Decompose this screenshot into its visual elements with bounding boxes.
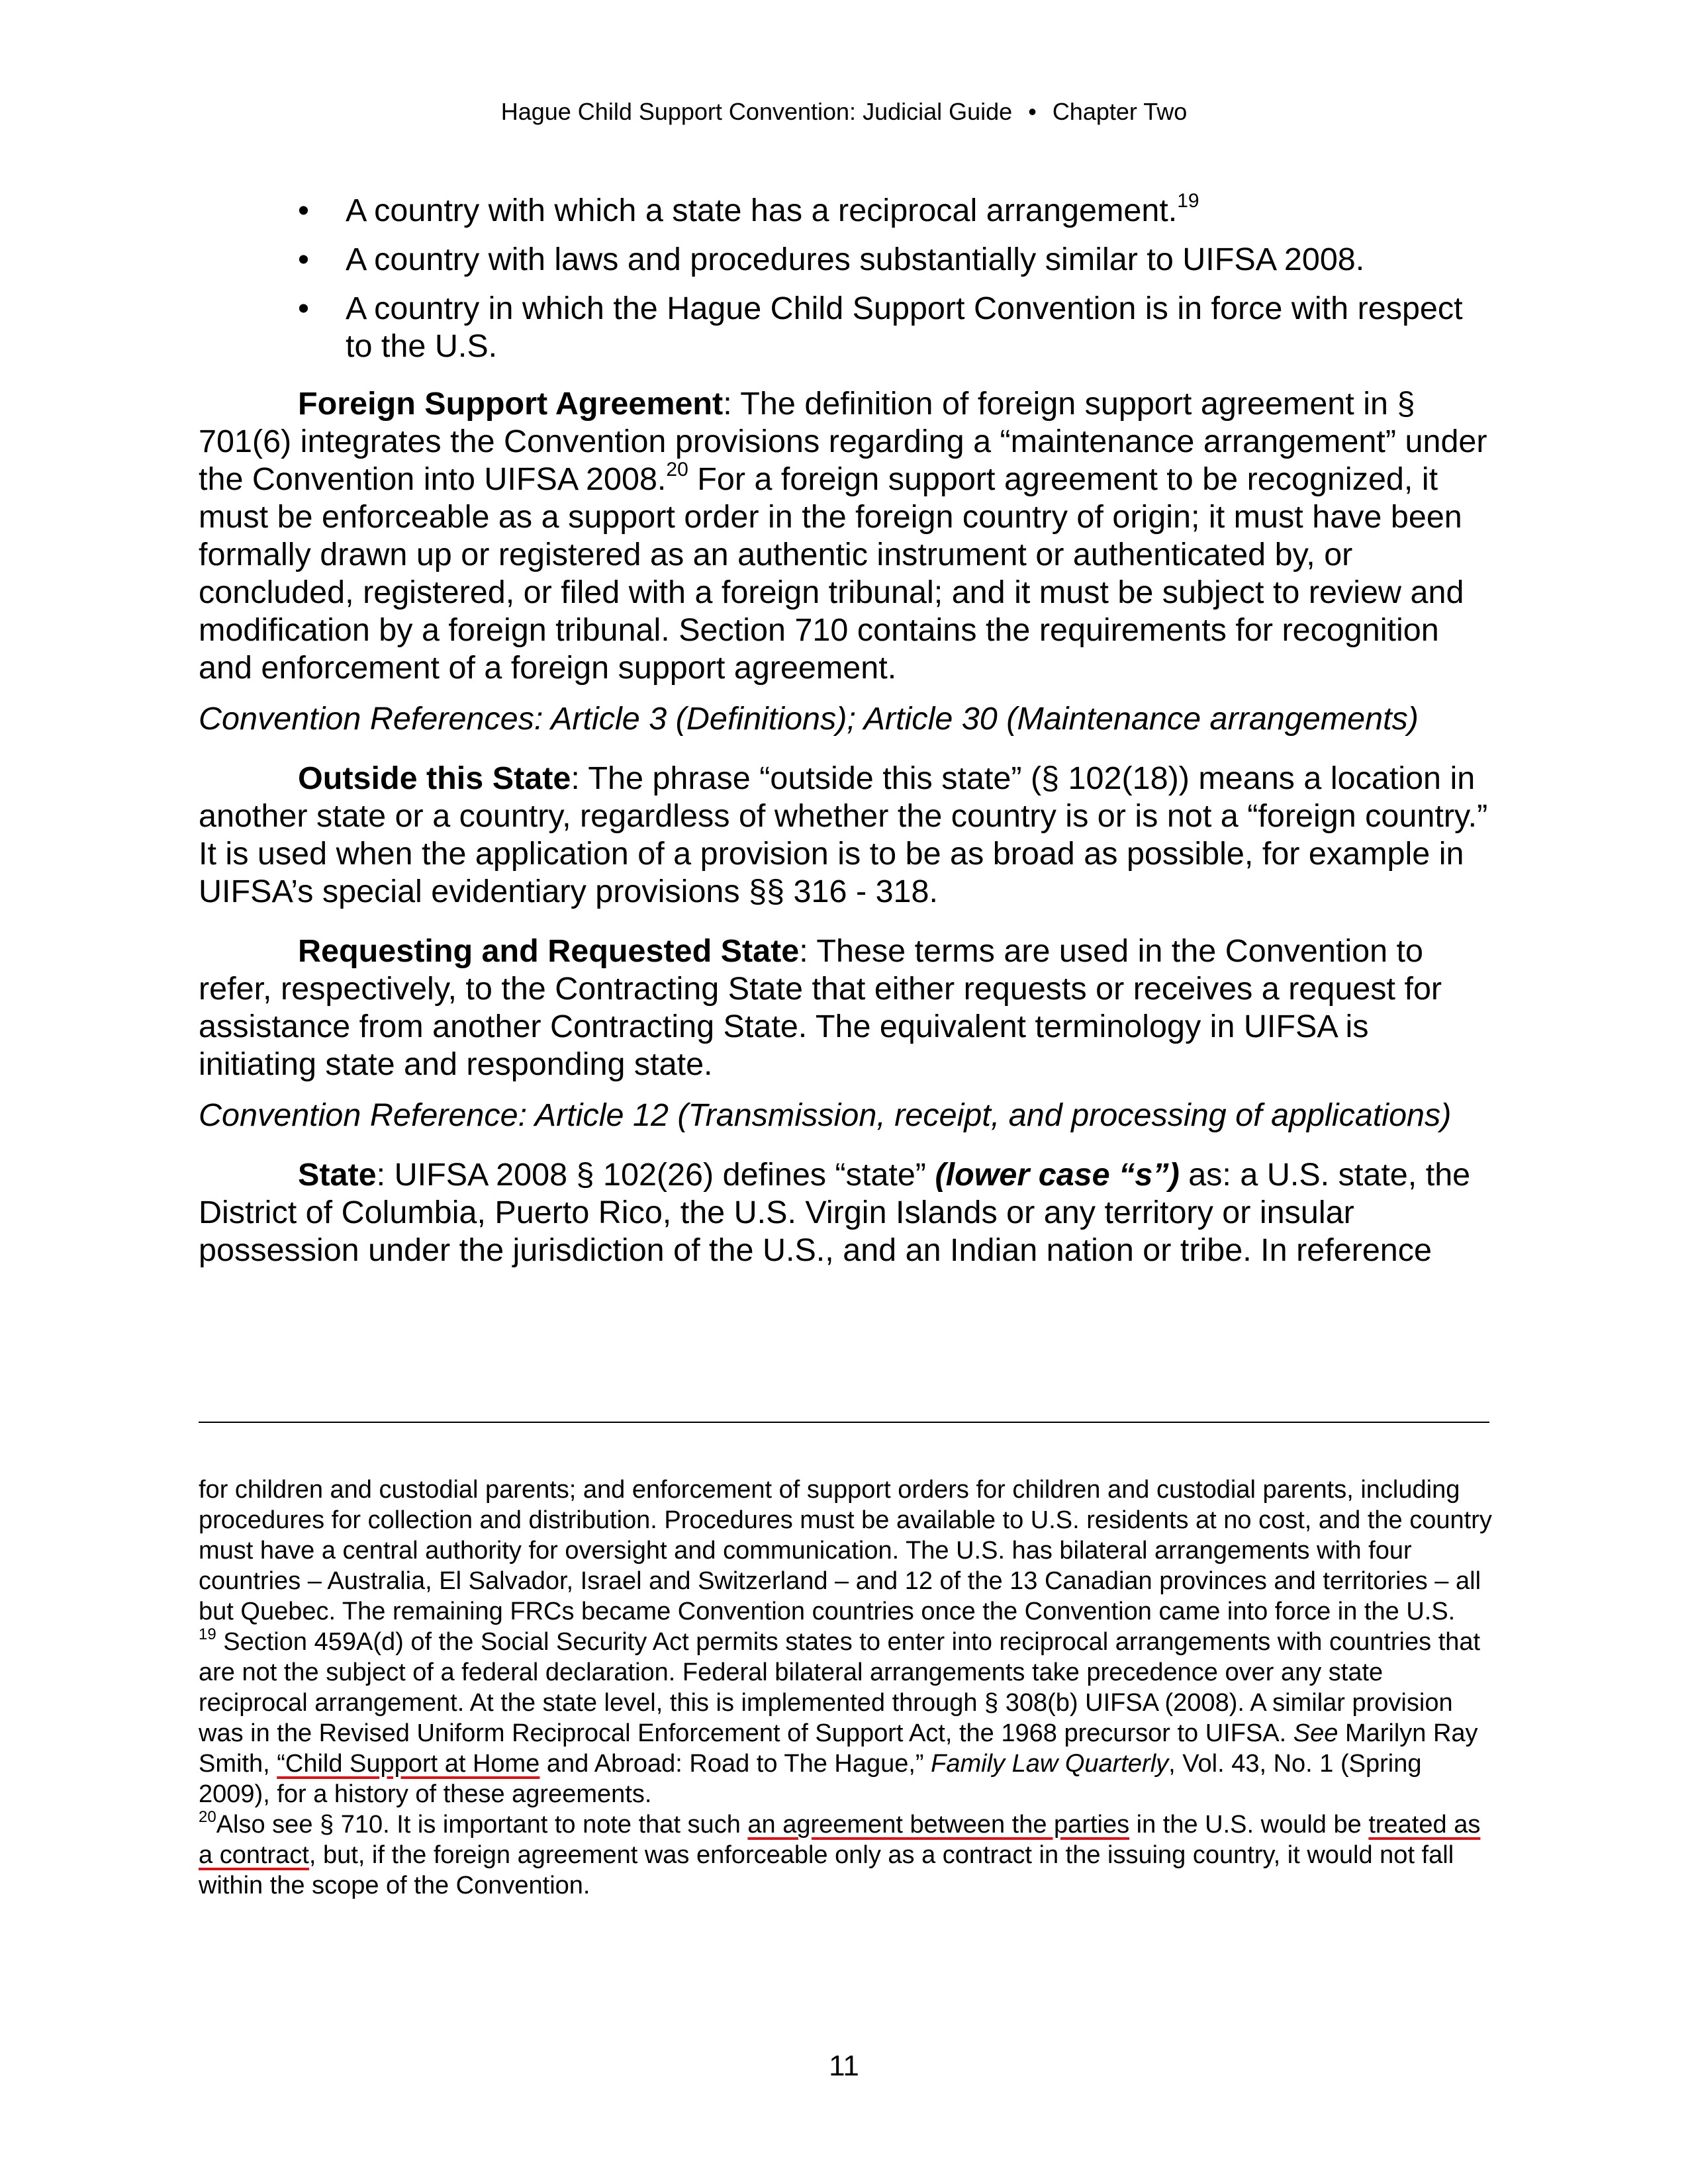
bullet-item: • A country with which a state has a reciprocal arrangement.$^{19}$	[199, 192, 1489, 230]
bullet-item: • A country with laws and procedures substantially similar to UIFSA 2008.	[199, 241, 1489, 279]
convention-reference: Convention References: Article 3 (Definitions); Article 30 (Maintenance arrangements)	[199, 701, 1419, 737]
paragraph-requesting-state: Requesting and Requested State: These terms are used in the Convention to refer, respectively, to the Contracting State that either requests or receives a request for assistance from another Contracting State. The equivalent terminology in UIFSA is initiating state and responding state.	[199, 933, 1442, 1082]
footnotes	[199, 1475, 1496, 1901]
annotation-underline: treated as a contract	[199, 1811, 1481, 1869]
header-chapter: Chapter Two	[1052, 98, 1188, 125]
footnote-20: $^{20}$Also see § 710. It is important to note that such an agreement between the parties in the U.S. would be treated as a contract, but, if the foreign agreement was enforceable only as a contract in the issuing country, it would not fall within the scope of the Convention.	[199, 1808, 1481, 1899]
footnote-separator	[199, 1422, 1489, 1423]
footnote-ref-19[interactable]: 19	[1177, 189, 1199, 212]
footnote-continued: for children and custodial parents; and enforcement of support orders for children and custodial parents, including procedures for collection and distribution. Procedures must be available to U.S. residents at no cost, and the country must have a central authority for oversight and communication. The U.S. has bilateral arrangements with four countries – Australia, El Salvador, Israel and Switzerland – and 12 of the 13 Canadian provinces and territories – all but Quebec. The remaining FRCs became Convention countries once the Convention came into force in the U.S.	[199, 1476, 1492, 1625]
term-heading: Outside this State	[298, 760, 571, 796]
header-title: Hague Child Support Convention: Judicial Guide	[500, 98, 1013, 125]
page-number: 11	[829, 2050, 859, 2082]
bullet-list	[199, 189, 1489, 365]
term-heading: Foreign Support Agreement	[298, 386, 724, 422]
paragraph-state: State: UIFSA 2008 § 102(26) defines “state” (lower case “s”) as: a U.S. state, the District of Columbia, Puerto Rico, the U.S. Virgin Islands or any territory or insular possession under the jurisdiction of the U.S., and an Indian nation or tribe. In reference	[199, 1157, 1471, 1268]
running-header	[0, 98, 1688, 126]
body-text	[199, 189, 1489, 1269]
footnote-ref-20[interactable]: 20	[666, 458, 688, 480]
annotation-underline: an agreement between the parties	[747, 1811, 1130, 1839]
paragraph-outside-this-state: Outside this State: The phrase “outside this state” (§ 102(18)) means a location in another state or a country, regardless of whether the country is or is not a “foreign country.” It is used when the application of a provision is to be as broad as possible, for example in UIFSA’s special evidentiary provisions §§ 316 - 318.	[199, 760, 1488, 909]
term-heading: Requesting and Requested State	[298, 933, 800, 969]
term-heading: State	[298, 1157, 377, 1193]
header-separator: •	[1028, 98, 1037, 125]
annotation-underline: “Child Support at Home	[277, 1750, 540, 1778]
footnote-19: $^{19}$ Section 459A(d) of the Social Security Act permits states to enter into reciprocal arrangements with countries that are not the subject of a federal declaration. Federal bilateral arrangements take precedence over any state reciprocal arrangement. At the state level, this is implemented through § 308(b) UIFSA (2008). A similar provision was in the Revised Uniform Reciprocal Enforcement of Support Act, the 1968 precursor to UIFSA. See Marilyn Ray Smith, “Child Support at Home and Abroad: Road to The Hague,” Family Law Quarterly, Vol. 43, No. 1 (Spring 2009), for a history of these agreements.	[199, 1625, 1481, 1808]
bullet-item: • A country in which the Hague Child Support Convention is in force with respect to the U.S.	[199, 290, 1489, 365]
paragraph-foreign-support-agreement: Foreign Support Agreement: The definition of foreign support agreement in § 701(6) integrates the Convention provisions regarding a “maintenance arrangement” under the Convention into UIFSA 2008.20 For a foreign support agreement to be recognized, it must be enforceable as a support order in the foreign country of origin; it must have been formally drawn up or registered as an authentic instrument or authenticated by, or concluded, registered, or filed with a foreign tribunal; and it must be subject to review and modification by a foreign tribunal. Section 710 contains the requirements for recognition and enforcement of a foreign support agreement.	[199, 386, 1487, 686]
convention-reference: Convention Reference: Article 12 (Transmission, receipt, and processing of applications)	[199, 1097, 1452, 1133]
